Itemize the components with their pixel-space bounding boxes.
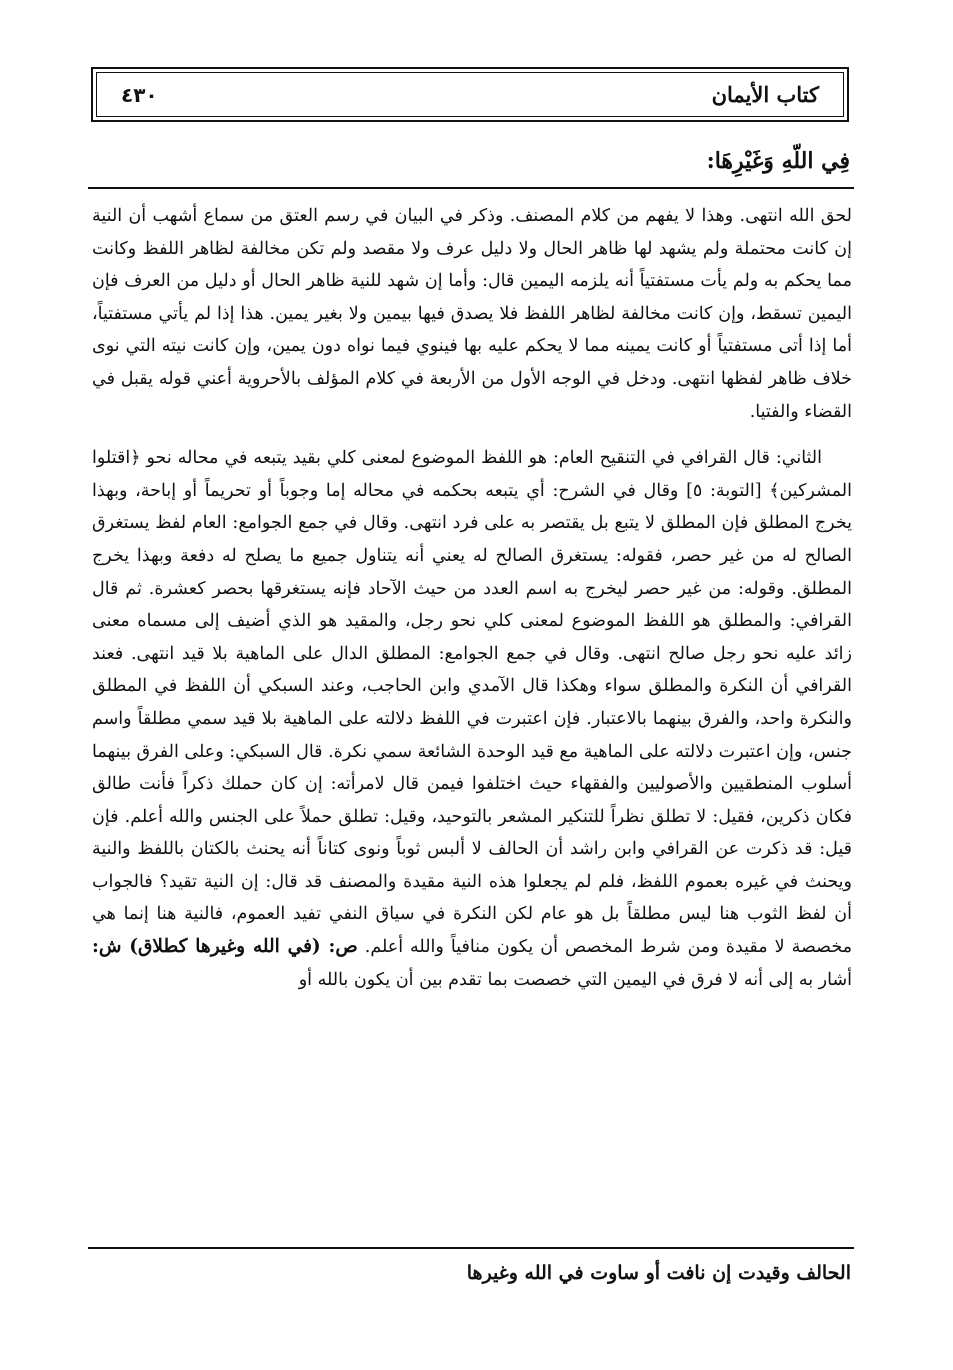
page-number: ٤٣٠	[121, 83, 158, 107]
bottom-divider	[88, 1247, 854, 1249]
commentary-paragraph-2	[92, 442, 852, 996]
running-header	[91, 67, 849, 122]
matn-heading: فِي اللّهِ وَغَيْرِهَا:	[706, 148, 850, 174]
shin-marker: ش:	[92, 936, 130, 958]
paragraph-2-text: الثاني: قال القرافي في التنقيح العام: هو اللفظ الموضوع لمعنى كلي بقيد يتبعه في محاله نحو ﴿اقتلوا المشركين﴾ [التوبة: ٥] وقال في الشرح: أي يتبعه بحكمه في محاله إما وجوباً أو تحريماً أو إباحة، وبهذا يخرج المطلق فإن المطلق لا يتبع بل يقتصر به على فرد انتهى. وقال في جمع الجوامع: العام لفظ يستغرق الصالح له من غير حصر، فقوله: يستغرق الصالح له يعني أنه يتناول جميع ما يصلح له دفعة وبهذا يخرج المطلق. وقوله: من غير حصر ليخرج به اسم العدد من حيث الآحاد فإنه يستغرقها بحصر كعشرة. ثم قال القرافي: والمطلق هو اللفظ الموضوع لمعنى كلي نحو رجل، والمقيد هو الذي أضيف إلى مسماه معنى زائد عليه نحو رجل صالح انتهى. وقال في جمع الجوامع: المطلق الدال على الماهية بلا قيد انتهى. فعند القرافي أن النكرة والمطلق سواء وهكذا قال الآمدي وابن الحاجب، وعند السبكي أن اللفظ في المطلق والنكرة واحد، والفرق بينهما بالاعتبار. فإن اعتبرت في اللفظ دلالته على الماهية بلا قيد سمي مطلقاً واسم جنس، وإن اعتبرت دلالته على الماهية مع قيد الوحدة الشائعة سمي نكرة. قال السبكي: وعلى الفرق بينهما أسلوب المنطقيين والأصوليين والفقهاء حيث اختلفوا فيمن قال لامرأته: إن كان حملك ذكراً فأنت طالق فكان ذكرين، فقيل: لا تطلق نظراً للتنكير المشعر بالتوحيد، وقيل: تطلق حملاً على الجنس والله أعلم. فإن قيل: قد ذكرت عن القرافي وابن راشد أن الحالف لا ألبس ثوباً ونوى كتاناً أنه يحنث بالكتان باللفظ والنية ويحنث في غيره بعموم اللفظ، فلم لم يجعلوا هذه النية مقيدة والمصنف قد قال: إن النية تقيد؟ فالجواب أن لفظ الثوب هنا ليس مطلقاً بل هو عام لكن النكرة في سياق النفي تفيد العموم، فالنية هنا إنما هي مخصصة لا مقيدة ومن شرط المخصص أن يكون منافياً والله أعلم.	[92, 448, 853, 958]
top-divider	[88, 187, 854, 189]
paragraph-2-tail: أشار به إلى أنه لا فرق في اليمين التي خصصت بما تقدم بين أن يكون بالله أو	[298, 969, 852, 990]
footer-matn-text: الحالف وقيدت إن نافت أو ساوت في الله وغيرها	[466, 1262, 851, 1284]
book-title: كتاب الأيمان	[711, 82, 819, 107]
commentary-paragraph-1: لحق الله انتهى. وهذا لا يفهم من كلام المصنف. وذكر في البيان في رسم العتق من سماع أشهب أن النية إن كانت محتملة ولم يشهد لها ظاهر الحال ولا دليل عرف ولا مقصد ولم تكن مخالفة لظاهر اللفظ وكانت مما يحكم به ولم يأت مستفتياً أنه يلزمه اليمين قال: وأما إن شهد للنية ظاهر الحال أو دليل من العرف فإن اليمين تسقط، وإن كانت مخالفة لظاهر اللفظ فلا يصدق فيها بيمين ولا بغير يمين. هذا إذا لم يأتي مستفتياً، أما إذا أتى مستفتياً أو كانت يمينه مما لا يحكم عليه بها فينوي فيما نواه دون يمين، وإن كانت نيته التي نوى خلاف ظاهر لفظها انتهى. ودخل في الوجه الأول من الأربعة في كلام المؤلف بالأحروية أعني قوله يقبل في القضاء والفتيا.	[92, 206, 852, 422]
matn-quote: (في الله وغيرها كطلاق)	[129, 936, 321, 958]
sad-marker: ص:	[320, 936, 358, 958]
commentary-body	[92, 200, 852, 996]
